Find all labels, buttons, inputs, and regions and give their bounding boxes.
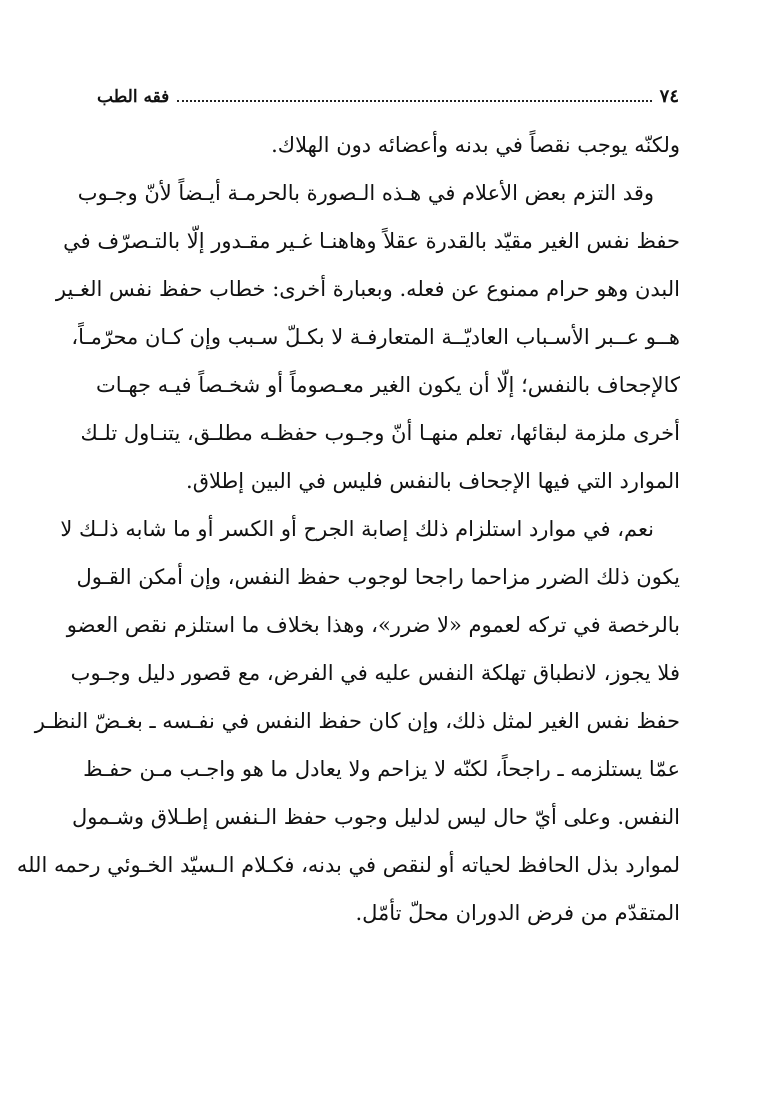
header-dot-leader	[177, 99, 651, 102]
running-title: فقه الطب	[97, 87, 170, 107]
text-line: فلا يجوز، لانطباق تهلكة النفس عليه في الفرض، مع قصور دليل وجـوب	[70, 661, 680, 685]
text-line: حفظ نفس الغير مقيّد بالقدرة عقلاً وهاهنـا غـير مقـدور إلّا بالتـصرّف في	[63, 229, 680, 253]
text-line: المتقدّم من فرض الدوران محلّ تأمّل.	[355, 901, 680, 925]
text-line: حفظ نفس الغير لمثل ذلك، وإن كان حفظ النفس في نفـسه ـ بغـضّ النظـر	[34, 709, 680, 733]
text-line: لموارد بذل الحافظ لحياته أو لنقص في بدنه، فكـلام الـسيّد الخـوئي رحمه الله	[16, 853, 680, 877]
text-line: هــو عــبر الأسـباب العاديّــة المتعارفـة لا بكـلّ سـبب وإن كـان محرّمـاً،	[71, 325, 680, 349]
page-number: ٧٤	[659, 86, 679, 107]
text-line: كالإجحاف بالنفس؛ إلّا أن يكون الغير معـصوماً أو شخـصاً فيـه جهـات	[96, 373, 680, 397]
text-line: البدن وهو حرام ممنوع عن فعله. وبعبارة أخرى: خطاب حفظ نفس الغـير	[55, 277, 680, 301]
text-line: عمّا يستلزمه ـ راجحاً، لكنّه لا يزاحم ولا يعادل ما هو واجـب مـن حفـظ	[83, 757, 680, 781]
page-header	[97, 82, 679, 108]
body-text	[16, 121, 680, 937]
text-line: الموارد التي فيها الإجحاف بالنفس فليس في البين إطلاق.	[186, 469, 680, 493]
text-line: وقد التزم بعض الأعلام في هـذه الـصورة بالحرمـة أيـضاً لأنّ وجـوب	[77, 181, 654, 205]
text-line: ولكنّه يوجب نقصاً في بدنه وأعضائه دون الهلاك.	[271, 133, 680, 157]
text-line: النفس. وعلى أيّ حال ليس لدليل وجوب حفظ الـنفس إطـلاق وشـمول	[71, 805, 680, 829]
text-line: بالرخصة في تركه لعموم «لا ضرر»، وهذا بخلاف ما استلزم نقص العضو	[66, 613, 680, 637]
text-line: نعم، في موارد استلزام ذلك إصابة الجرح أو الكسر أو ما شابه ذلـك لا	[60, 517, 654, 541]
text-line: أخرى ملزمة لبقائها، تعلم منهـا أنّ وجـوب حفظـه مطلـق، يتنـاول تلـك	[80, 421, 680, 445]
text-line: يكون ذلك الضرر مزاحما راجحا لوجوب حفظ النفس، وإن أمكن القـول	[76, 565, 680, 589]
